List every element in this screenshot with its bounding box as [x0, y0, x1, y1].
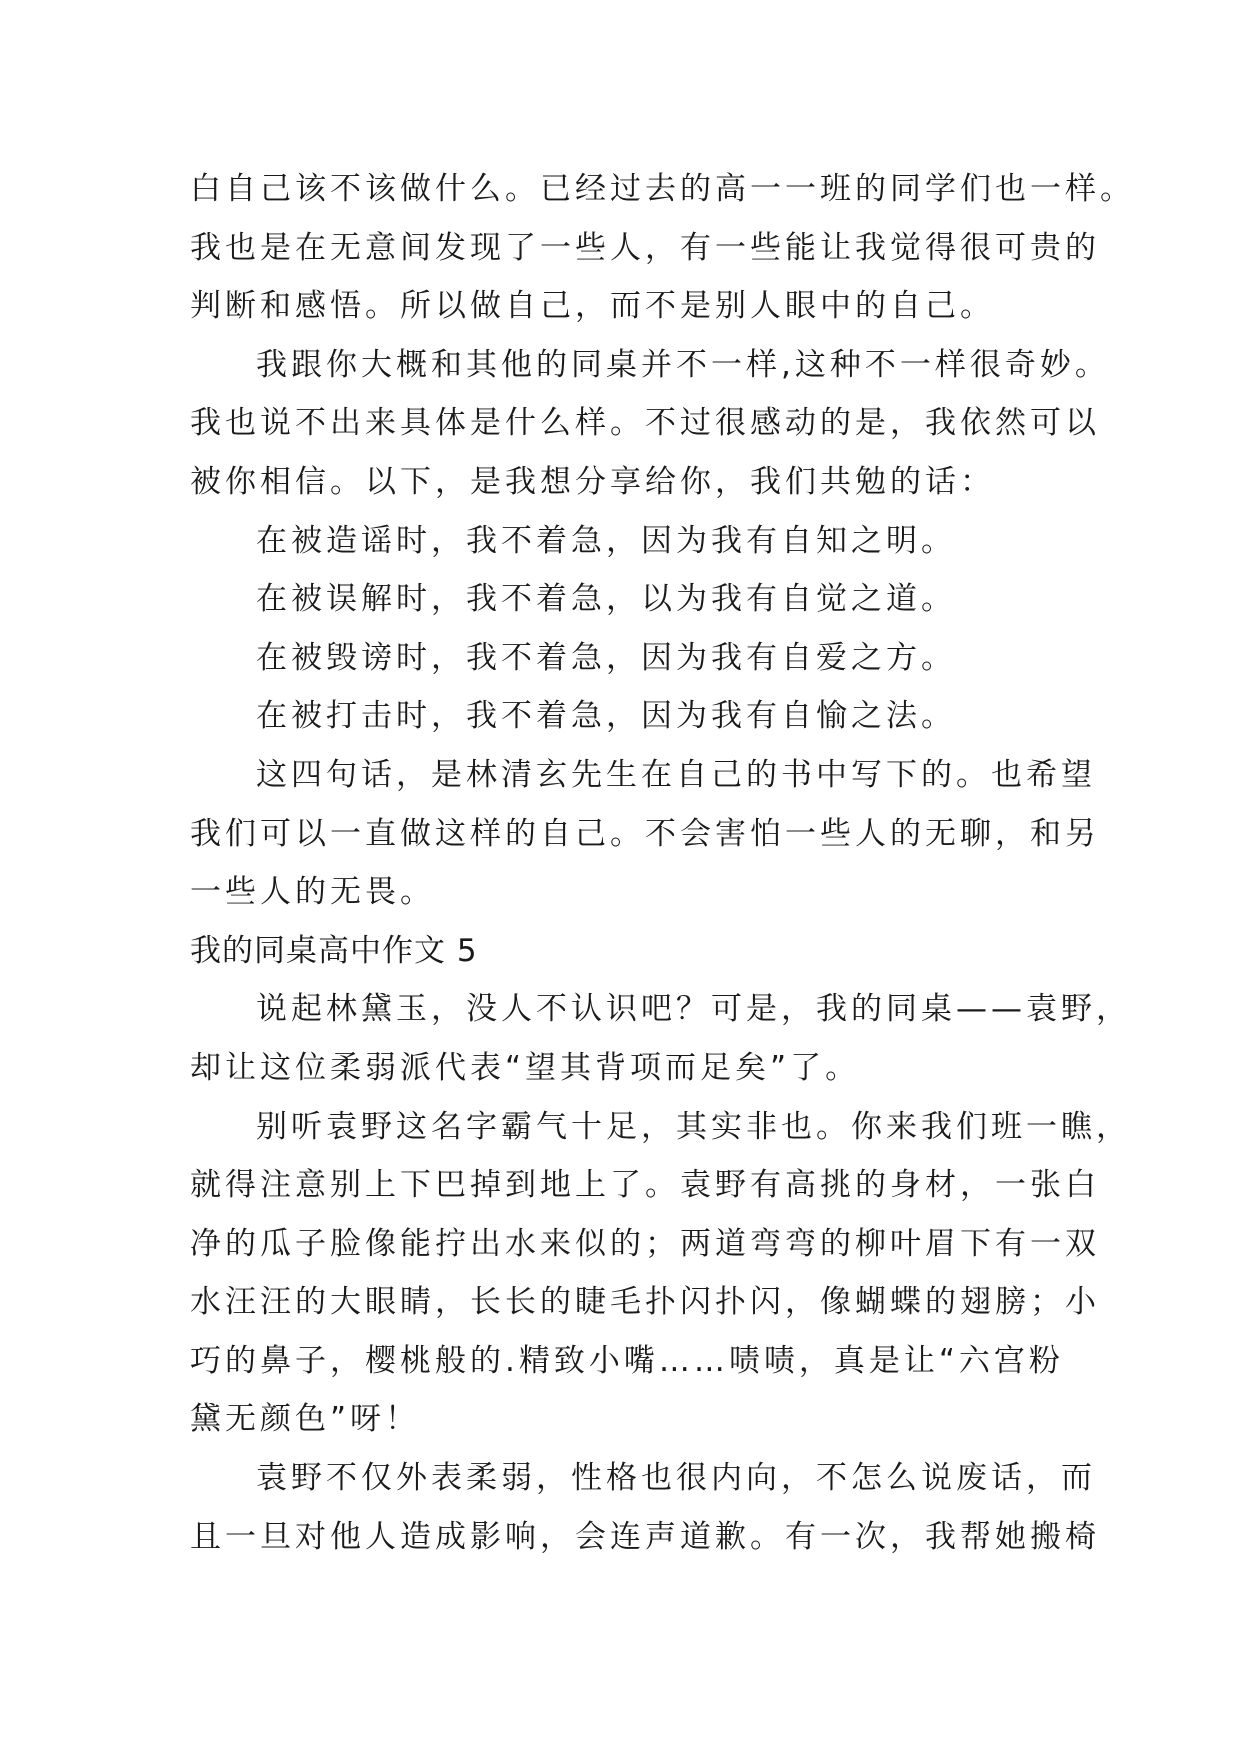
- body-line: 判断和感悟。所以做自己，而不是别人眼中的自己。: [190, 288, 995, 325]
- quote-line: 在被毁谤时，我不着急，因为我有自爱之方。: [256, 639, 956, 676]
- body-line: 却让这位柔弱派代表“望其背项而足矣”了。: [190, 1049, 861, 1086]
- body-line: 水汪汪的大眼睛，长长的睫毛扑闪扑闪，像蝴蝶的翅膀；小: [190, 1284, 1100, 1321]
- body-line: 且一旦对他人造成影响，会连声道歉。有一次，我帮她搬椅: [190, 1518, 1100, 1555]
- body-line: 白自己该不该做什么。已经过去的高一一班的同学们也一样。: [190, 171, 1135, 207]
- body-line: 巧的鼻子，樱桃般的.精致小嘴……啧啧，真是让“六宫粉: [190, 1342, 1064, 1379]
- body-line: 我们可以一直做这样的自己。不会害怕一些人的无聊，和另: [190, 815, 1100, 852]
- paragraph-first-line: 我跟你大概和其他的同桌并不一样,这种不一样很奇妙。: [256, 346, 1110, 383]
- quote-line: 在被造谣时，我不着急，因为我有自知之明。: [256, 522, 956, 559]
- paragraph-first-line: 说起林黛玉，没人不认识吧？可是，我的同桌——袁野，: [256, 991, 1131, 1028]
- body-line: 被你相信。以下，是我想分享给你，我们共勉的话：: [190, 463, 995, 500]
- paragraph-first-line: 这四句话，是林清玄先生在自己的书中写下的。也希望: [256, 756, 1096, 793]
- paragraph-first-line: 别听袁野这名字霸气十足，其实非也。你来我们班一瞧，: [256, 1108, 1131, 1145]
- section-heading: 我的同桌高中作文 5: [190, 932, 478, 969]
- body-line: 一些人的无畏。: [190, 874, 435, 911]
- quote-line: 在被打击时，我不着急，因为我有自愉之法。: [256, 698, 956, 735]
- document-body: [190, 160, 1200, 1566]
- paragraph-first-line: 袁野不仅外表柔弱，性格也很内向，不怎么说废话，而: [256, 1460, 1096, 1497]
- body-line: 我也是在无意间发现了一些人，有一些能让我觉得很可贵的: [190, 229, 1100, 266]
- body-line: 净的瓜子脸像能拧出水来似的；两道弯弯的柳叶眉下有一双: [190, 1225, 1100, 1262]
- body-line: 就得注意别上下巴掉到地上了。袁野有高挑的身材，一张白: [190, 1167, 1100, 1204]
- body-line: 黛无颜色”呀！: [190, 1401, 421, 1438]
- body-line: 我也说不出来具体是什么样。不过很感动的是，我依然可以: [190, 405, 1100, 442]
- quote-line: 在被误解时，我不着急，以为我有自觉之道。: [256, 581, 956, 618]
